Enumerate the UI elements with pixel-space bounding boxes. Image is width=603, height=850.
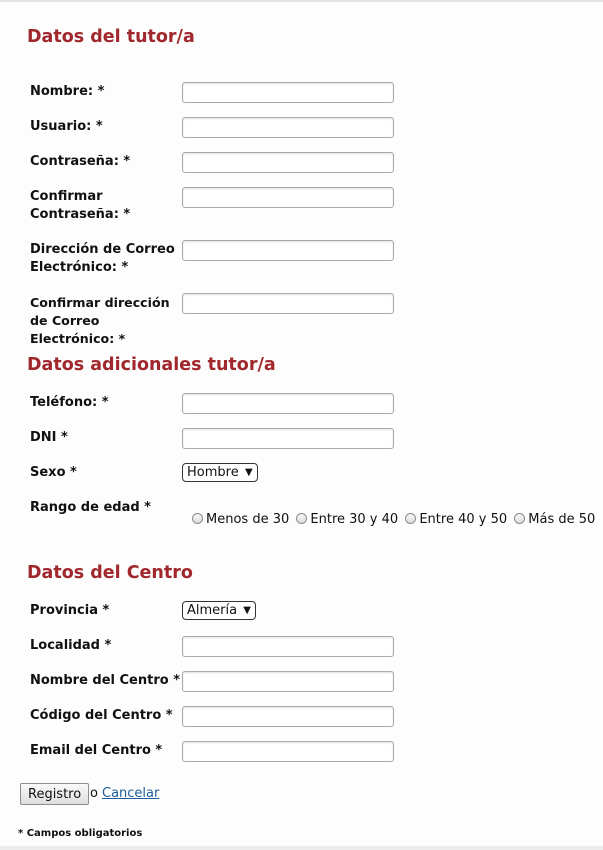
radio-label: Menos de 30: [206, 512, 290, 527]
radio-option-40-50[interactable]: [405, 512, 507, 527]
section-title-adicionales: Datos adicionales tutor/a: [27, 355, 276, 375]
radio-label: Más de 50: [528, 512, 596, 527]
usuario-input[interactable]: [182, 117, 394, 138]
provincia-select[interactable]: [182, 601, 256, 620]
nombre-input[interactable]: [182, 82, 394, 103]
caret-down-icon: ▼: [243, 605, 251, 616]
label-codigo-centro: Código del Centro *: [30, 708, 173, 723]
rango-edad-radio-group: [192, 512, 598, 527]
label-email: Dirección de Correo Electrónico: *: [30, 242, 175, 275]
label-confirmar-contrasena: Confirmar Contraseña: *: [30, 189, 131, 222]
label-nombre-centro: Nombre del Centro *: [30, 673, 181, 688]
radio-label: Entre 40 y 50: [419, 512, 508, 527]
localidad-input[interactable]: [182, 636, 394, 657]
email-centro-input[interactable]: [182, 741, 394, 762]
confirmar-contrasena-input[interactable]: [182, 187, 394, 208]
provincia-selected-value: Almería: [187, 603, 238, 618]
radio-option-30-40[interactable]: [296, 512, 398, 527]
section-title-tutor: Datos del tutor/a: [27, 27, 195, 47]
telefono-input[interactable]: [182, 393, 394, 414]
confirmar-email-input[interactable]: [182, 293, 394, 314]
email-input[interactable]: [182, 240, 394, 261]
registro-button[interactable]: Registro: [20, 783, 89, 805]
radio-icon[interactable]: [405, 513, 416, 524]
label-email-centro: Email del Centro *: [30, 743, 163, 758]
label-provincia: Provincia *: [30, 603, 110, 618]
label-sexo: Sexo *: [30, 465, 77, 480]
required-fields-note: * Campos obligatorios: [18, 828, 143, 839]
label-contrasena: Contraseña: *: [30, 154, 131, 169]
radio-option-mas-50[interactable]: [514, 512, 595, 527]
radio-icon[interactable]: [296, 513, 307, 524]
section-title-centro: Datos del Centro: [27, 563, 193, 583]
dni-input[interactable]: [182, 428, 394, 449]
action-separator: o: [90, 786, 98, 801]
radio-option-menos-30[interactable]: [192, 512, 289, 527]
label-localidad: Localidad *: [30, 638, 112, 653]
caret-down-icon: ▼: [245, 467, 253, 478]
radio-icon[interactable]: [514, 513, 525, 524]
label-rango-edad: Rango de edad *: [30, 500, 151, 515]
top-divider: [0, 0, 603, 2]
label-nombre: Nombre: *: [30, 84, 105, 99]
nombre-centro-input[interactable]: [182, 671, 394, 692]
cancelar-link[interactable]: Cancelar: [102, 786, 160, 801]
label-dni: DNI *: [30, 430, 68, 445]
bottom-divider: [0, 846, 603, 850]
radio-icon[interactable]: [192, 513, 203, 524]
sexo-selected-value: Hombre: [187, 465, 239, 480]
label-confirmar-email: Confirmar dirección de Correo Electrónico: *: [30, 295, 170, 346]
contrasena-input[interactable]: [182, 152, 394, 173]
sexo-select[interactable]: [182, 463, 258, 482]
radio-label: Entre 30 y 40: [310, 512, 399, 527]
label-telefono: Teléfono: *: [30, 395, 109, 410]
label-usuario: Usuario: *: [30, 119, 103, 134]
codigo-centro-input[interactable]: [182, 706, 394, 727]
